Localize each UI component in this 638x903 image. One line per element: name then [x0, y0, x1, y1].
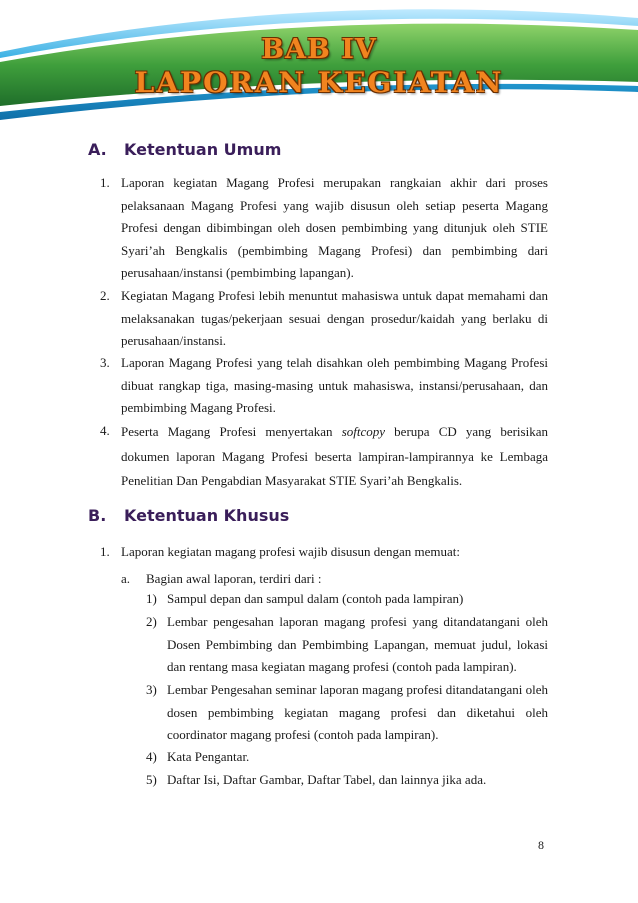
text-line: Dosen Pembimbing dan Pembimbing Lapangan, memuat judul, lokasi — [167, 636, 548, 652]
text-line: pembimbing Magang Profesi. — [121, 400, 276, 415]
point-item — [167, 679, 548, 747]
point-number: 1) — [146, 591, 157, 606]
text-line: Laporan Magang Profesi yang telah disahkan oleh pembimbing Magang Profesi — [121, 355, 548, 370]
text-line: Profesi dengan dibimbingan oleh dosen pembimbing yang ditunjuk oleh STIE — [121, 220, 548, 235]
text-line: dibuat rangkap tiga, masing-masing untuk mahasiswa, instansi/perusahaan, dan — [121, 377, 548, 393]
section-b-heading — [88, 506, 289, 525]
sub-item-text: Bagian awal laporan, terdiri dari : — [146, 571, 322, 586]
point-number: 5) — [146, 772, 157, 787]
list-item-number: 1. — [100, 175, 110, 190]
list-item — [121, 352, 548, 420]
chapter-banner — [0, 0, 638, 125]
text-line: Kata Pengantar. — [167, 749, 250, 764]
list-item — [121, 172, 548, 285]
page-number: 8 — [538, 838, 544, 852]
text-line: Sampul depan dan sampul dalam (contoh pada lampiran) — [167, 591, 464, 606]
section-b-letter: B. — [88, 506, 107, 525]
list-item-number: 1. — [100, 544, 110, 559]
sub-item-letter: a. — [121, 571, 131, 586]
text-line: Lembar Pengesahan seminar laporan magang profesi ditandatangani oleh — [167, 682, 548, 697]
section-a-title: Ketentuan Umum — [124, 140, 282, 159]
list-item-number: 2. — [100, 288, 110, 303]
text-line: perusahaan/instansi. — [121, 333, 227, 348]
text-line: Laporan kegiatan Magang Profesi merupakan rangkaian akhir dari proses — [121, 175, 548, 190]
point-number: 4) — [146, 749, 157, 764]
point-item — [167, 611, 548, 679]
list-item-number: 3. — [100, 355, 110, 370]
section-a-letter: A. — [88, 140, 107, 159]
text-line: pelaksanaan Magang Profesi yang wajib disusun oleh setiap peserta Magang — [121, 197, 548, 213]
chapter-number: BAB IV — [261, 34, 377, 65]
text-run: berupa CD yang berisikan — [385, 424, 548, 439]
point-number: 2) — [146, 614, 157, 629]
list-item — [121, 285, 548, 353]
text-line: Lembar pengesahan laporan magang profesi yang ditandatangani oleh — [167, 614, 548, 629]
section-a-heading — [88, 140, 281, 159]
point-item — [167, 769, 548, 792]
point-item — [167, 746, 548, 769]
text-line: dokumen laporan Magang Profesi beserta lampiran-lampirannya ke Lembaga — [121, 448, 548, 464]
text-line: melaksanakan tugas/pekerjaan sesuai dengan prosedur/kaidah yang berlaku di — [121, 310, 548, 326]
text-line: Kegiatan Magang Profesi lebih menuntut mahasiswa untuk dapat memahami dan — [121, 288, 548, 303]
text-line: Penelitian Dan Pengabdian Masyarakat STIE Syari’ah Bengkalis. — [121, 473, 463, 488]
chapter-title: LAPORAN KEGIATAN — [134, 66, 504, 99]
italic-term: softcopy — [341, 424, 386, 439]
text-run: Peserta Magang Profesi menyertakan — [121, 424, 342, 439]
text-line: dosen pembimbing kegiatan magang profesi dan diketahui oleh — [167, 704, 548, 720]
list-item — [121, 420, 548, 494]
text-line: coordinator magang profesi (contoh pada lampiran). — [167, 727, 439, 742]
point-number: 3) — [146, 682, 157, 697]
text-line: Daftar Isi, Daftar Gambar, Daftar Tabel, dan lainnya jika ada. — [167, 772, 487, 787]
list-item-text: Laporan kegiatan magang profesi wajib disusun dengan memuat: — [121, 544, 460, 559]
list-item-number: 4. — [100, 423, 110, 438]
text-line: dan rentang masa kegiatan magang profesi (contoh pada lampiran). — [167, 659, 517, 674]
text-line — [121, 420, 548, 445]
section-b-title: Ketentuan Khusus — [124, 506, 290, 525]
point-item — [167, 588, 548, 611]
text-line: perusahaan/instansi (pembimbing lapangan). — [121, 265, 354, 280]
text-line: Syari’ah Bengkalis (pembimbing Magang Profesi) dan pembimbing dari — [121, 242, 548, 258]
